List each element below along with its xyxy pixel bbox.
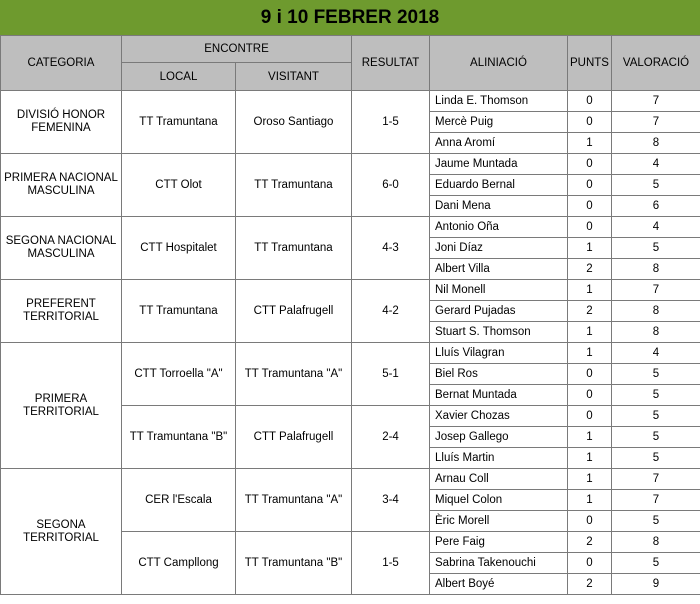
player-name: Linda E. Thomson — [430, 91, 568, 112]
player-name: Jaume Muntada — [430, 154, 568, 175]
player-name: Joni Díaz — [430, 238, 568, 259]
local-team-cell: CTT Olot — [122, 154, 236, 217]
results-table — [0, 35, 700, 595]
player-points: 1 — [568, 469, 612, 490]
header-visitant: VISITANT — [236, 63, 352, 91]
header-resultat: RESULTAT — [352, 36, 430, 91]
player-points: 0 — [568, 511, 612, 532]
player-points: 0 — [568, 112, 612, 133]
player-points: 2 — [568, 574, 612, 595]
local-team-cell: CTT Campllong — [122, 532, 236, 595]
player-points: 1 — [568, 133, 612, 154]
visitor-team-cell: TT Tramuntana — [236, 154, 352, 217]
table-row — [1, 217, 700, 238]
player-rating: 5 — [612, 364, 700, 385]
player-name: Gerard Pujadas — [430, 301, 568, 322]
local-team-cell: TT Tramuntana — [122, 280, 236, 343]
player-rating: 4 — [612, 343, 700, 364]
player-points: 1 — [568, 322, 612, 343]
player-rating: 5 — [612, 385, 700, 406]
local-team-cell: CTT Torroella "A" — [122, 343, 236, 406]
result-cell: 1-5 — [352, 532, 430, 595]
player-rating: 5 — [612, 238, 700, 259]
player-rating: 7 — [612, 112, 700, 133]
header-encontre: ENCONTRE — [122, 36, 352, 63]
visitor-team-cell: TT Tramuntana "A" — [236, 469, 352, 532]
page-title: 9 i 10 FEBRER 2018 — [0, 0, 700, 35]
player-points: 2 — [568, 259, 612, 280]
result-cell: 1-5 — [352, 91, 430, 154]
player-rating: 5 — [612, 406, 700, 427]
category-cell: PRIMERA NACIONAL MASCULINA — [1, 154, 122, 217]
player-points: 1 — [568, 238, 612, 259]
visitor-team-cell: CTT Palafrugell — [236, 406, 352, 469]
result-cell: 3-4 — [352, 469, 430, 532]
player-rating: 5 — [612, 427, 700, 448]
table-row — [1, 469, 700, 490]
player-rating: 8 — [612, 322, 700, 343]
player-points: 1 — [568, 490, 612, 511]
category-cell: SEGONA TERRITORIAL — [1, 469, 122, 595]
player-points: 0 — [568, 406, 612, 427]
player-rating: 7 — [612, 490, 700, 511]
player-points: 2 — [568, 301, 612, 322]
player-points: 0 — [568, 385, 612, 406]
local-team-cell: CER l'Escala — [122, 469, 236, 532]
category-cell: PRIMERA TERRITORIAL — [1, 343, 122, 469]
player-points: 2 — [568, 532, 612, 553]
player-name: Lluís Vilagran — [430, 343, 568, 364]
player-name: Biel Ros — [430, 364, 568, 385]
player-points: 1 — [568, 427, 612, 448]
result-cell: 6-0 — [352, 154, 430, 217]
player-rating: 4 — [612, 154, 700, 175]
player-name: Arnau Coll — [430, 469, 568, 490]
player-name: Sabrina Takenouchi — [430, 553, 568, 574]
table-row — [1, 154, 700, 175]
player-rating: 9 — [612, 574, 700, 595]
header-punts: PUNTS — [568, 36, 612, 91]
player-rating: 6 — [612, 196, 700, 217]
player-points: 1 — [568, 343, 612, 364]
visitor-team-cell: CTT Palafrugell — [236, 280, 352, 343]
visitor-team-cell: TT Tramuntana — [236, 217, 352, 280]
player-name: Albert Boyé — [430, 574, 568, 595]
player-rating: 7 — [612, 280, 700, 301]
player-rating: 8 — [612, 301, 700, 322]
category-cell: PREFERENT TERRITORIAL — [1, 280, 122, 343]
player-name: Dani Mena — [430, 196, 568, 217]
table-row — [1, 280, 700, 301]
player-name: Èric Morell — [430, 511, 568, 532]
result-cell: 2-4 — [352, 406, 430, 469]
player-points: 0 — [568, 217, 612, 238]
player-rating: 5 — [612, 448, 700, 469]
player-points: 0 — [568, 175, 612, 196]
player-name: Josep Gallego — [430, 427, 568, 448]
result-cell: 4-2 — [352, 280, 430, 343]
player-rating: 5 — [612, 175, 700, 196]
table-row — [1, 343, 700, 364]
player-rating: 8 — [612, 532, 700, 553]
result-cell: 4-3 — [352, 217, 430, 280]
visitor-team-cell: TT Tramuntana "A" — [236, 343, 352, 406]
player-points: 0 — [568, 91, 612, 112]
player-rating: 8 — [612, 133, 700, 154]
header-categoria: CATEGORIA — [1, 36, 122, 91]
player-rating: 8 — [612, 259, 700, 280]
player-name: Bernat Muntada — [430, 385, 568, 406]
player-name: Mercè Puig — [430, 112, 568, 133]
visitor-team-cell: TT Tramuntana "B" — [236, 532, 352, 595]
player-points: 1 — [568, 448, 612, 469]
category-cell: DIVISIÓ HONOR FEMENINA — [1, 91, 122, 154]
player-name: Stuart S. Thomson — [430, 322, 568, 343]
player-rating: 5 — [612, 511, 700, 532]
player-name: Lluís Martin — [430, 448, 568, 469]
visitor-team-cell: Oroso Santiago — [236, 91, 352, 154]
player-name: Pere Faig — [430, 532, 568, 553]
player-rating: 4 — [612, 217, 700, 238]
table-row — [1, 91, 700, 112]
player-points: 1 — [568, 280, 612, 301]
player-points: 0 — [568, 196, 612, 217]
player-points: 0 — [568, 154, 612, 175]
local-team-cell: TT Tramuntana "B" — [122, 406, 236, 469]
header-valoracio: VALORACIÓ — [612, 36, 700, 91]
player-name: Anna Aromí — [430, 133, 568, 154]
header-aliniacio: ALINIACIÓ — [430, 36, 568, 91]
player-name: Xavier Chozas — [430, 406, 568, 427]
player-rating: 7 — [612, 91, 700, 112]
player-rating: 5 — [612, 553, 700, 574]
local-team-cell: TT Tramuntana — [122, 91, 236, 154]
local-team-cell: CTT Hospitalet — [122, 217, 236, 280]
player-name: Nil Monell — [430, 280, 568, 301]
player-name: Eduardo Bernal — [430, 175, 568, 196]
player-name: Antonio Oña — [430, 217, 568, 238]
player-name: Miquel Colon — [430, 490, 568, 511]
category-cell: SEGONA NACIONAL MASCULINA — [1, 217, 122, 280]
result-cell: 5-1 — [352, 343, 430, 406]
player-points: 0 — [568, 364, 612, 385]
player-rating: 7 — [612, 469, 700, 490]
header-local: LOCAL — [122, 63, 236, 91]
player-points: 0 — [568, 553, 612, 574]
player-name: Albert Villa — [430, 259, 568, 280]
